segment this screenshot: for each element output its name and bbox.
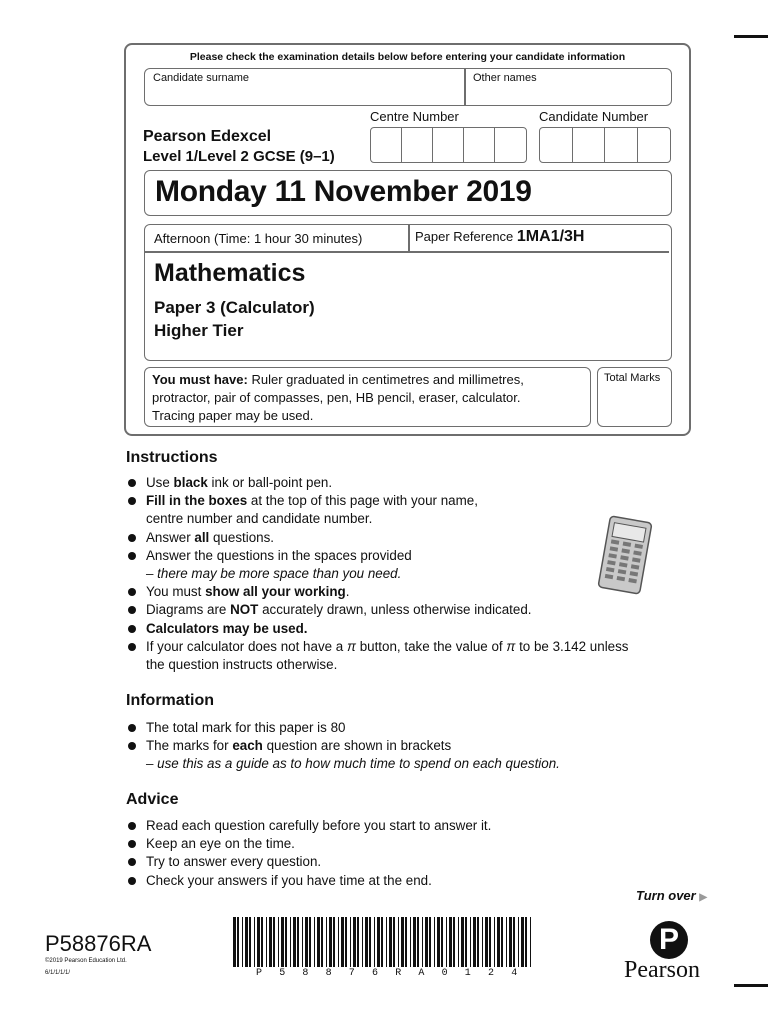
must-have-line2: protractor, pair of compasses, pen, HB pencil, eraser, calculator. <box>152 390 521 405</box>
paper-reference <box>415 228 584 246</box>
advice-list <box>126 817 666 890</box>
qualification-level: Level 1/Level 2 GCSE (9–1) <box>143 148 335 165</box>
date-box <box>144 170 672 216</box>
barcode-bar <box>350 917 351 967</box>
barcode-icon <box>233 917 533 967</box>
candidate-digit-box[interactable] <box>540 128 573 162</box>
barcode-bar <box>257 917 260 967</box>
barcode-bar <box>506 917 507 967</box>
barcode-bar <box>470 917 471 967</box>
centre-digit-box[interactable] <box>464 128 495 162</box>
barcode-bar <box>245 917 248 967</box>
must-have-line3: Tracing paper may be used. <box>152 408 314 423</box>
barcode-bar <box>509 917 512 967</box>
crop-mark-bottom-right <box>734 984 768 987</box>
barcode-bar <box>297 917 299 967</box>
barcode-bar <box>261 917 263 967</box>
barcode-bar <box>410 917 411 967</box>
barcode-bar <box>386 917 387 967</box>
barcode-bar <box>417 917 419 967</box>
session-divider <box>145 251 669 253</box>
subject-title: Mathematics <box>154 259 306 287</box>
barcode-bar <box>434 917 435 967</box>
must-have-text <box>152 371 524 425</box>
barcode-bar <box>377 917 380 967</box>
print-code: 6/1/1/1/1/ <box>45 970 71 976</box>
crop-mark-top-right <box>734 35 768 38</box>
barcode-bar <box>273 917 275 967</box>
barcode-bar <box>393 917 395 967</box>
barcode-bar <box>449 917 452 967</box>
barcode-bar <box>521 917 524 967</box>
candidate-name-box[interactable] <box>144 68 672 106</box>
candidate-digit-box[interactable] <box>573 128 606 162</box>
barcode-bar <box>441 917 443 967</box>
barcode-bar <box>477 917 479 967</box>
barcode-bar <box>269 917 272 967</box>
total-marks-box <box>597 367 672 427</box>
barcode-bar <box>437 917 440 967</box>
barcode-bar <box>341 917 344 967</box>
barcode-bar <box>482 917 483 967</box>
information-list <box>126 719 666 774</box>
barcode-bar <box>530 917 531 967</box>
barcode-bar <box>254 917 255 967</box>
turn-over <box>636 888 707 903</box>
barcode-bar <box>485 917 488 967</box>
list-item: Check your answers if you have time at the end. <box>126 872 666 890</box>
paper-details-box <box>144 224 672 361</box>
centre-number-boxes[interactable] <box>370 127 527 163</box>
barcode-bar <box>425 917 428 967</box>
list-item: Calculators may be used. <box>126 620 666 638</box>
barcode-bar <box>401 917 404 967</box>
instructions-list <box>126 474 666 674</box>
list-item-continuation: – there may be more space than you need. <box>146 566 402 582</box>
paper-name: Paper 3 (Calculator) <box>154 298 315 317</box>
list-item-continuation: centre number and candidate number. <box>146 511 373 527</box>
barcode-bar <box>242 917 243 967</box>
barcode-bar <box>461 917 464 967</box>
turn-over-arrow-icon: ▶ <box>699 892 708 903</box>
barcode-bar <box>422 917 423 967</box>
barcode-bar <box>314 917 315 967</box>
barcode-bar <box>317 917 320 967</box>
list-item: Read each question carefully before you start to answer it. <box>126 817 666 835</box>
barcode-bar <box>413 917 416 967</box>
candidate-surname-label: Candidate surname <box>153 72 250 84</box>
barcode-bar <box>233 917 236 967</box>
pearson-logo-text: Pearson <box>624 957 700 983</box>
total-marks-label: Total Marks <box>604 372 661 384</box>
list-item: The total mark for this paper is 80 <box>126 719 666 737</box>
barcode-bar <box>473 917 476 967</box>
barcode-bar <box>405 917 407 967</box>
list-item: Fill in the boxes at the top of this page with your name, <box>126 492 666 510</box>
barcode-bar <box>357 917 359 967</box>
barcode-bar <box>345 917 347 967</box>
barcode-bar <box>518 917 519 967</box>
barcode-bar <box>453 917 455 967</box>
list-item: Use black ink or ball-point pen. <box>126 474 666 492</box>
centre-number-label: Centre Number <box>370 109 459 124</box>
pearson-logo-mark-icon: P <box>650 921 688 959</box>
barcode-bar <box>266 917 267 967</box>
barcode-bar <box>497 917 500 967</box>
barcode-bar <box>321 917 323 967</box>
barcode-bar <box>309 917 311 967</box>
list-item: The marks for each question are shown in brackets <box>126 737 666 755</box>
exam-board: Pearson Edexcel <box>143 128 272 145</box>
must-have-line1: Ruler graduated in centimetres and millimetres, <box>247 372 524 387</box>
candidate-digit-box[interactable] <box>638 128 671 162</box>
list-item-continuation: the question instructs otherwise. <box>146 657 338 673</box>
list-item: Try to answer every question. <box>126 853 666 871</box>
list-item: If your calculator does not have a π button, take the value of π to be 3.142 unless <box>126 638 666 656</box>
barcode-bar <box>353 917 356 967</box>
exam-session: Afternoon (Time: 1 hour 30 minutes) <box>154 231 363 246</box>
list-item: Keep an eye on the time. <box>126 835 666 853</box>
barcode-bar <box>374 917 375 967</box>
barcode-bar <box>362 917 363 967</box>
centre-digit-box[interactable] <box>495 128 526 162</box>
candidate-number-label: Candidate Number <box>539 109 649 124</box>
barcode-bar <box>513 917 515 967</box>
reference-divider <box>408 225 410 251</box>
centre-digit-box[interactable] <box>402 128 433 162</box>
must-have-box <box>144 367 591 427</box>
barcode-bar <box>329 917 332 967</box>
barcode-digits: P58876RA0124 <box>256 968 535 979</box>
list-item-continuation: – use this as a guide as to how much time to spend on each question. <box>146 756 560 772</box>
barcode-bar <box>446 917 447 967</box>
barcode-bar <box>389 917 392 967</box>
barcode-bar <box>458 917 459 967</box>
check-notice: Please check the examination details below before entering your candidate information <box>189 51 626 63</box>
instructions-heading: Instructions <box>126 449 218 466</box>
candidate-digit-box[interactable] <box>605 128 638 162</box>
barcode-bar <box>302 917 303 967</box>
information-heading: Information <box>126 692 214 709</box>
barcode-bar <box>369 917 371 967</box>
paper-reference-code: 1MA1/3H <box>516 228 585 245</box>
centre-digit-box[interactable] <box>371 128 402 162</box>
list-item: You must show all your working. <box>126 583 666 601</box>
candidate-number-boxes[interactable] <box>539 127 671 163</box>
barcode-bar <box>365 917 368 967</box>
list-item: Diagrams are NOT accurately drawn, unless otherwise indicated. <box>126 601 666 619</box>
barcode-bar <box>326 917 327 967</box>
centre-digit-box[interactable] <box>433 128 464 162</box>
barcode-bar <box>338 917 339 967</box>
paper-reference-label: Paper Reference <box>415 229 514 244</box>
list-item: Answer all questions. <box>126 529 666 547</box>
paper-code: P58876RA <box>45 931 152 956</box>
copyright: ©2019 Pearson Education Ltd. <box>45 958 127 964</box>
barcode-bar <box>237 917 239 967</box>
barcode-bar <box>249 917 251 967</box>
barcode-bar <box>489 917 491 967</box>
other-names-label: Other names <box>473 72 537 84</box>
barcode-bar <box>465 917 467 967</box>
barcode-bar <box>381 917 383 967</box>
barcode-bar <box>278 917 279 967</box>
barcode-bar <box>281 917 284 967</box>
barcode-bar <box>429 917 431 967</box>
barcode-bar <box>501 917 503 967</box>
list-item: Answer the questions in the spaces provided <box>126 547 666 565</box>
barcode-bar <box>305 917 308 967</box>
must-have-label: You must have: <box>152 372 248 387</box>
barcode-bar <box>333 917 335 967</box>
barcode-bar <box>290 917 291 967</box>
barcode-bar <box>525 917 527 967</box>
tier-name: Higher Tier <box>154 321 244 340</box>
advice-heading: Advice <box>126 791 179 808</box>
barcode-bar <box>285 917 287 967</box>
barcode-bar <box>398 917 399 967</box>
barcode-bar <box>293 917 296 967</box>
name-divider <box>464 69 466 105</box>
calculator-icon <box>594 515 656 595</box>
barcode-bar <box>494 917 495 967</box>
exam-date: Monday 11 November 2019 <box>155 175 532 208</box>
turn-over-label: Turn over <box>636 888 696 903</box>
